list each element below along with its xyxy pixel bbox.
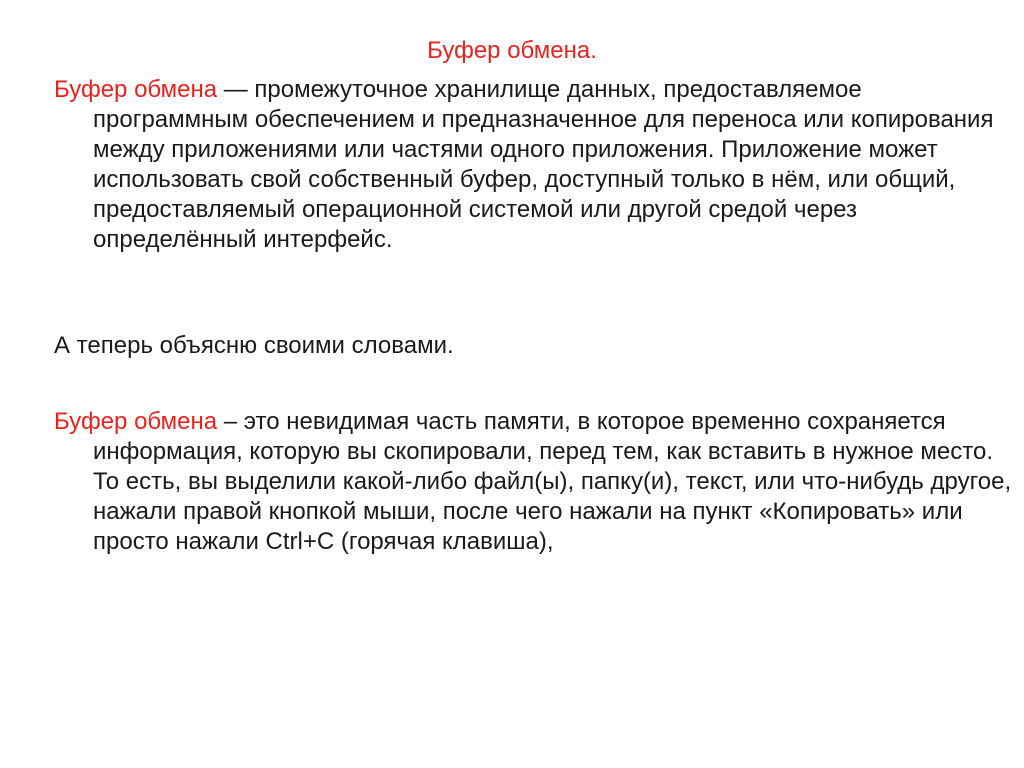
intro-paragraph (54, 331, 1013, 361)
slide-title: Буфер обмена. (427, 37, 597, 64)
intro-text: А теперь объясню своими словами. (54, 332, 454, 359)
term-highlight: Буфер обмена (54, 76, 218, 103)
definition-text: — промежуточное хранилище данных, предоставляемое программным обеспечением и предназначенное для переноса или копирования между приложениями или частями одного приложения. Приложение может использовать свой собственный буфер, доступный только в нём, или общий, предоставляемый операционной системой или другой средой через определённый интерфейс. (93, 76, 994, 253)
explanation-text: – это невидимая часть памяти, в которое временно сохраняется информация, которую вы скопировали, перед тем, как вставить в нужное место. То есть, вы выделили какой-либо файл(ы), папку(и), текст, или что-нибудь другое, нажали правой кнопкой мыши, после чего нажали на пункт «Копировать» или просто нажали Ctrl+C (горячая клавиша), (93, 408, 1012, 555)
explanation-paragraph (54, 407, 1013, 557)
definition-paragraph (54, 75, 1013, 255)
term-highlight: Буфер обмена (54, 408, 218, 435)
